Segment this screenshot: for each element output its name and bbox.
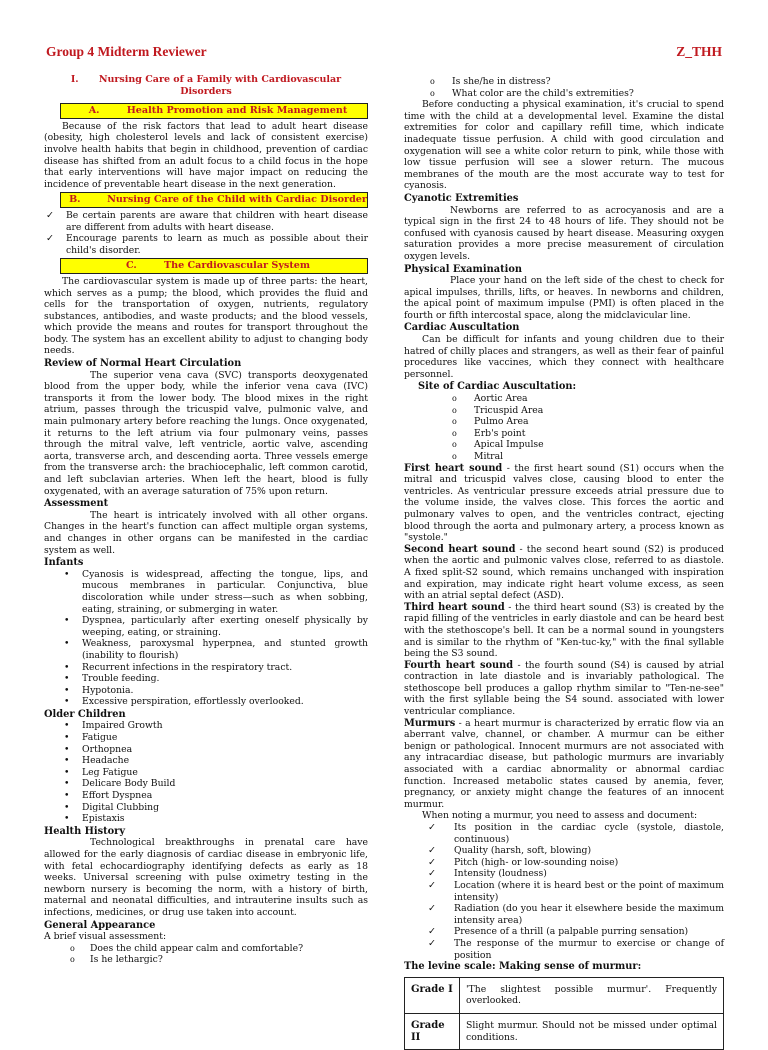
paragraph-health-history: Technological breakthroughs in prenatal care have allowed for the early diagnosis of cardiac disease in embryonic life, with fetal echocardiography identifying defects as early as 18 weeks. Universal screening with pulse oximetry testing in the newborn nursery is becoming the norm, with a history of birth, maternal and neonatal difficulties, and intrauterine insults such as infections, medicines, or drug use taken into account. (44, 837, 368, 918)
list-item: • Headache (44, 755, 368, 767)
list-item: ✓ Presence of a thrill (a palpable purring sensation) (404, 926, 724, 938)
paragraph-murmurs: Murmurs - a heart murmur is characterized by erratic flow via an aberrant valve, channel, or chamber. A murmur can be either benign or pathological. Innocent murmurs are not associated with any intracardiac disease, but pathologic murmurs are invariably associated with a cardiac abnormality or abnormal cardiac function. Increased metabolic states caused by anemia, fever, pregnancy, or anxiety might change the features of an innocent murmur. (404, 717, 724, 810)
heading-b: B. Nursing Care of the Child with Cardiac Disorder (60, 192, 368, 208)
heading-infants: Infants (44, 557, 84, 569)
list-item: • Dyspnea, particularly after exerting oneself physically by weeping, eating, or straining. (44, 615, 368, 638)
list-item: • Trouble feeding. (44, 673, 368, 685)
header-title: Group 4 Midterm Reviewer (46, 44, 207, 59)
list-item: ✓ Quality (harsh, soft, blowing) (404, 845, 724, 857)
term-s4: Fourth heart sound (404, 659, 514, 671)
paragraph-physical-exam: Place your hand on the left side of the chest to check for apical impulses, thrills, lifts, or heaves. In newborns and children, the apical point of maximum impulse (PMI) is often placed in the fourth or fifth intercostal space, along the midclavicular line. (404, 275, 724, 321)
paragraph-s1: First heart sound - the first heart sound (S1) occurs when the mitral and tricuspid valves close, causing blood to enter the ventricles. As ventricular pressure exceeds atrial pressure due to the volume inside, the valves close. This forces the aortic and pulmonary valves to open, and the ventricles contract, ejecting blood through the aorta and pulmonary artery, a process known as "systole." (404, 462, 724, 544)
list-item: • Impaired Growth (44, 720, 368, 732)
list-murmur-assessment (404, 822, 724, 961)
list-item: • Cyanosis is widespread, affecting the tongue, lips, and mucous membranes in particular. Conjunctiva, blue discoloration while under stress—such as when sobbing, eating, straining, or submerging in water. (44, 569, 368, 615)
paragraph-noting-murmur: When noting a murmur, you need to assess and document: (422, 810, 698, 822)
list-appearance (44, 943, 368, 966)
list-item: • Epistaxis (44, 813, 368, 825)
paragraph-visual-assessment: A brief visual assessment: (44, 931, 167, 943)
left-column (44, 74, 368, 966)
list-item: • Weakness, paroxysmal hyperpnea, and stunted growth (inability to flourish) (44, 638, 368, 661)
header-author: Z_THH (676, 44, 722, 59)
term-s1: First heart sound (404, 462, 503, 474)
list-item: • Delicare Body Build (44, 778, 368, 790)
table-row (405, 1013, 724, 1049)
list-item: • Fatigue (44, 732, 368, 744)
list-older-children (44, 720, 368, 824)
table-cell-grade: Grade I (405, 977, 460, 1013)
paragraph-s3: Third heart sound - the third heart sound (S3) is created by the rapid filling of the ventricles in early diastole and can be heard best with the stethoscope's bell. It can be a normal sound in youngsters and is similar to the rhythm of "Ken-tuc-ky," with the final syllable being the S3 sound. (404, 601, 724, 660)
table-cell-grade: Grade II (405, 1013, 460, 1049)
paragraph-s2: Second heart sound - the second heart sound (S2) is produced when the aortic and pulmonic valves close, referred to as diastole. A fixed split-S2 sound, which remains unchanged with inspiration and expiration, may indicate right heart volume excess, as seen with an atrial septal defect (ASD). (404, 543, 724, 602)
list-nursing-care (44, 210, 368, 256)
paragraph-assessment: The heart is intricately involved with all other organs. Changes in the heart's function can affect multiple organ systems, and changes in other organs can be manifested in the cardiac system as well. (44, 509, 368, 556)
heading-review: Review of Normal Heart Circulation (44, 358, 242, 370)
heading-auscultation-sites: Site of Cardiac Auscultation: (418, 381, 577, 393)
paragraph-exam-prep: Before conducting a physical examination, it's crucial to spend time with the child at a developmental level. Examine the distal extremities for color and capillary refill time, which indicate inadequate tissue perfusion. A child with good circulation and oxygenation will see a white color return to pink, while those with low tissue perfusion will see a slower return. The mucous membranes of the mouth are the most accurate way to test for cyanosis. (404, 99, 724, 192)
list-item: • Excessive perspiration, effortlessly overlooked. (44, 696, 368, 708)
paragraph-cardiovascular-system: The cardiovascular system is made up of three parts: the heart, which serves as a pump; the blood, which provides the fluid and cells for the transportation of oxygen, nutrients, regulatory substances, antibodies, and waste products; and the blood vessels, which provide the means and routes for transport throughout the body. The system has an excellent ability to adjust to changing body needs. (44, 275, 368, 357)
paragraph-cyanotic: Newborns are referred to as acrocyanosis and are a typical sign in the first 24 to 48 hours of life. They should not be confused with cyanosis caused by heart disease. Measuring oxygen saturation provides a more precise measurement of circulation oxygen levels. (404, 204, 724, 262)
list-item: ✓ Radiation (do you hear it elsewhere beside the maximum intensity area) (404, 903, 724, 926)
list-item: o Is he lethargic? (44, 954, 368, 966)
term-murmurs: Murmurs (404, 717, 456, 729)
table-cell-description: Slight murmur. Should not be missed under optimal conditions. (460, 1013, 724, 1049)
list-item: ✓ Be certain parents are aware that children with heart disease are different from adults with heart disease. (44, 210, 368, 233)
list-item: o Is she/he in distress? (404, 76, 724, 88)
heading-levine-scale: The levine scale: Making sense of murmur: (404, 961, 642, 973)
list-item: o Does the child appear calm and comfortable? (44, 943, 368, 955)
heading-health-history: Health History (44, 825, 126, 837)
list-item: ✓ The response of the murmur to exercise or change of position (404, 938, 724, 961)
list-item: • Hypotonia. (44, 685, 368, 697)
heading-auscultation: Cardiac Auscultation (404, 322, 520, 334)
list-item: ✓ Encourage parents to learn as much as possible about their child's disorder. (44, 233, 368, 256)
heading-a: A. Health Promotion and Risk Management (60, 103, 368, 119)
right-column (404, 76, 724, 1050)
list-item: o Mitral (404, 451, 724, 463)
list-item: o Tricuspid Area (404, 405, 724, 417)
list-appearance-continued (404, 76, 724, 99)
list-item: o Pulmo Area (404, 416, 724, 428)
list-item: ✓ Its position in the cardiac cycle (systole, diastole, continuous) (404, 822, 724, 845)
list-item: • Digital Clubbing (44, 802, 368, 814)
heading-cyanotic: Cyanotic Extremities (404, 192, 519, 204)
list-infants (44, 569, 368, 708)
heading-assessment: Assessment (44, 498, 109, 510)
heading-older-children: Older Children (44, 708, 126, 720)
term-s3: Third heart sound (404, 601, 505, 613)
list-item: ✓ Location (where it is heard best or the point of maximum intensity) (404, 880, 724, 903)
list-item: o Apical Impulse (404, 439, 724, 451)
list-auscultation-sites (404, 393, 724, 463)
list-item: ✓ Pitch (high- or low-sounding noise) (404, 857, 724, 869)
paragraph-auscultation: Can be difficult for infants and young children due to their hatred of chilly places and strangers, as well as their fear of painful procedures like vaccines, which they connect with healthcare personnel. (404, 334, 724, 380)
list-item: o What color are the child's extremities? (404, 88, 724, 100)
section-title: I. Nursing Care of a Family with Cardiovascular Disorders (70, 74, 342, 97)
table-cell-description: 'The slightest possible murmur'. Frequently overlooked. (460, 977, 724, 1013)
heading-physical-exam: Physical Examination (404, 263, 522, 275)
list-item: • Leg Fatigue (44, 767, 368, 779)
list-item: • Recurrent infections in the respiratory tract. (44, 662, 368, 674)
levine-scale-table (404, 977, 724, 1050)
heading-general-appearance: General Appearance (44, 919, 156, 931)
heading-c: C. The Cardiovascular System (60, 258, 368, 274)
paragraph-review: The superior vena cava (SVC) transports deoxygenated blood from the upper body, while the inferior vena cava (IVC) transports it from the lower body. The blood mixes in the right atrium, passes through the tricuspid valve, pulmonic valve, and main pulmonary artery before reaching the lungs. Once oxygenated, it returns to the left atrium via four pulmonary veins, passes through the mitral valve, left ventricle, aortic valve, ascending aorta, transverse arch, and descending aorta. Three vessels emerge from the transverse arch: the brachiocephalic, left common carotid, and left subclavian arteries. When left the heart, blood is fully oxygenated, with an average saturation of 75% upon return. (44, 369, 368, 497)
term-s2: Second heart sound (404, 543, 516, 555)
list-item: ✓ Intensity (loudness) (404, 868, 724, 880)
paragraph-health-promotion: Because of the risk factors that lead to adult heart disease (obesity, high cholesterol levels and lack of consistent exercise) involve health habits that begin in childhood, prevention of cardiac disease has shifted from an adult focus to a child focus in the hope that early interventions will have major impact on reducing the incidence of preventable heart disease in the next generation. (44, 120, 368, 190)
list-item: • Orthopnea (44, 744, 368, 756)
table-row (405, 977, 724, 1013)
paragraph-s4: Fourth heart sound - the fourth sound (S4) is caused by atrial contraction in late diastole and is invariably pathological. The stethoscope bell produces a gallop rhythm similar to "Ten-ne-see" with the first syllable being the S4 sound. associated with lower ventricular compliance. (404, 659, 724, 718)
list-item: o Aortic Area (404, 393, 724, 405)
list-item: • Effort Dyspnea (44, 790, 368, 802)
list-item: o Erb's point (404, 428, 724, 440)
